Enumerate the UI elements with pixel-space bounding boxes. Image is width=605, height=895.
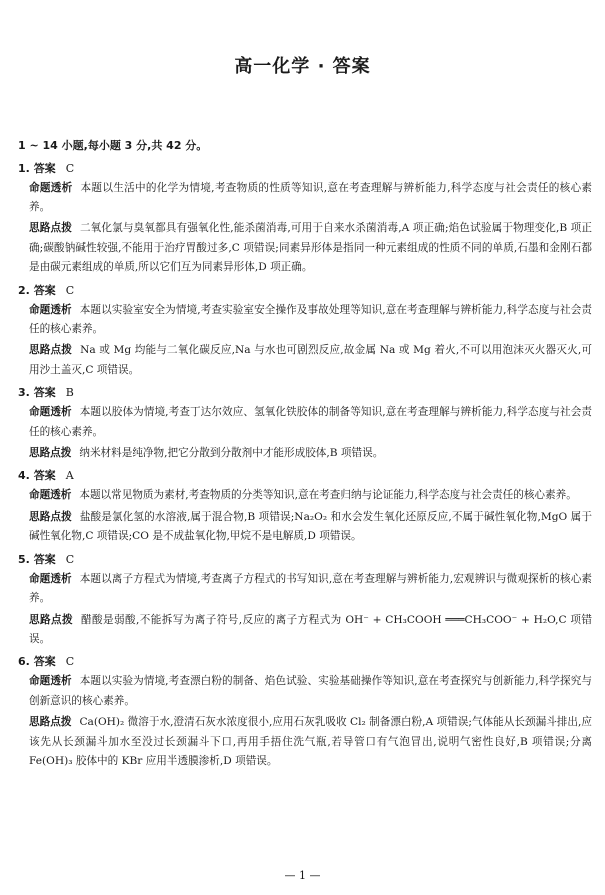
hint-label: 思路点拨 [29,222,72,235]
question-header [18,465,592,486]
hint-text: 盐酸是氯化氢的水溶液,属于混合物,B 项错误;Na₂O₂ 和水会发生氧化还原反应,不属于碱性氧化物,MgO 属于碱性氧化物,C 项错误;CO 是不成盐氧化物,甲烷不是电解质,D 项错误。 [29,510,592,543]
answer-label: 答案 [33,552,56,566]
hint-text: 醋酸是弱酸,不能拆写为离子符号,反应的离子方程式为 OH⁻ + CH₃COOH ═══CH₃COO⁻ + H₂O,C 项错误。 [29,613,593,645]
answer-content [18,136,592,773]
analysis-block [18,301,592,340]
analysis-label: 命题透析 [29,406,72,419]
page-title: 高一化学 · 答案 [234,56,371,77]
question-header [18,158,592,179]
question-6 [18,651,592,771]
answer-label: 答案 [33,283,56,297]
hint-text: 二氧化氯与臭氧都具有强氧化性,能杀菌消毒,可用于自来水杀菌消毒,A 项正确;焰色试验属于物理变化,B 项正确;碳酸钠碱性较强,不能用于治疗胃酸过多,C 项错误;同素异形体是指同一种元素组成的性质不同的单质,石墨和金刚石都是由碳元素组成的单质,所以它们互为同素异形体,D 项正确。 [29,222,592,274]
analysis-text: 本题以生活中的化学为情境,考查物质的性质等知识,意在考查理解与辨析能力,科学态度与社会责任的核心素养。 [29,181,592,213]
answer-label: 答案 [33,469,56,483]
hint-text: Ca(OH)₂ 微溶于水,澄清石灰水浓度很小,应用石灰乳吸收 Cl₂ 制备漂白粉,A 项错误;气体能从长颈漏斗排出,应该先从长颈漏斗加水至没过长颈漏斗下口,再用手捂住洗气瓶,若导管口有气泡冒出,说明气密性良好,B 项错误;分离 Fe(OH)₃ 胶体中的 KBr 应用半透膜渗析,D 项错误。 [29,716,592,767]
question-number: 1. [18,161,30,175]
question-number: 6. [18,655,30,669]
hint-label: 思路点拨 [29,510,72,523]
analysis-block [18,486,592,505]
question-1 [18,158,592,278]
analysis-text: 本题以胶体为情境,考查丁达尔效应、氢氧化铁胶体的制备等知识,意在考查理解与辨析能力,科学态度与社会责任的核心素养。 [29,406,593,438]
question-header [18,651,592,672]
analysis-label: 命题透析 [29,303,72,316]
question-2 [18,280,592,381]
analysis-label: 命题透析 [29,181,73,194]
analysis-block [18,672,592,711]
analysis-text: 本题以离子方程式为情境,考查离子方程式的书写知识,意在考查理解与辨析能力,宏观辨识与微观探析的核心素养。 [29,572,593,605]
question-header [18,382,592,403]
hint-block [18,444,592,463]
question-number: 5. [18,552,30,566]
question-3 [18,382,592,463]
analysis-label: 命题透析 [29,572,72,585]
hint-block [18,611,592,650]
question-number: 2. [18,283,30,297]
question-header [18,280,592,301]
question-number: 4. [18,469,30,483]
analysis-text: 本题以实验为情境,考查漂白粉的制备、焰色试验、实验基础操作等知识,意在考查探究与创新能力,科学探究与创新意识的核心素养。 [29,675,593,707]
analysis-block [18,179,592,218]
answer-letter: B [65,386,74,400]
answer-label: 答案 [33,161,56,175]
answer-letter: A [65,469,74,483]
answer-letter: C [65,552,75,566]
answer-letter: C [65,655,75,669]
hint-text: Na 或 Mg 均能与二氧化碳反应,Na 与水也可剧烈反应,故金属 Na 或 Mg 着火,不可以用泡沫灭火器灭火,可用沙土盖灭,C 项错误。 [29,344,593,376]
hint-block [18,713,592,771]
answer-label: 答案 [33,386,56,400]
analysis-label: 命题透析 [29,489,72,502]
analysis-block [18,570,592,609]
answer-letter: C [65,283,75,297]
analysis-text: 本题以常见物质为素材,考查物质的分类等知识,意在考查归纳与论证能力,科学态度与社会责任的核心素养。 [79,489,577,502]
question-4 [18,465,592,546]
page-number: — 1 — [284,869,321,882]
hint-block [18,508,592,547]
hint-block [18,341,592,380]
question-number: 3. [18,386,30,400]
hint-block [18,219,592,277]
question-header [18,549,592,570]
hint-label: 思路点拨 [29,447,72,460]
answer-label: 答案 [33,655,56,669]
answer-letter: C [65,161,75,175]
section-intro: 1 ~ 14 小题,每小题 3 分,共 42 分。 [18,139,208,152]
hint-label: 思路点拨 [29,344,73,357]
hint-label: 思路点拨 [29,613,74,626]
analysis-text: 本题以实验室安全为情境,考查实验室安全操作及事故处理等知识,意在考查理解与辨析能力,科学态度与社会责任的核心素养。 [29,303,593,336]
hint-text: 纳米材料是纯净物,把它分散到分散剂中才能形成胶体,B 项错误。 [79,447,384,460]
hint-label: 思路点拨 [29,716,72,729]
analysis-label: 命题透析 [29,675,72,688]
analysis-block [18,403,592,442]
question-5 [18,549,592,650]
